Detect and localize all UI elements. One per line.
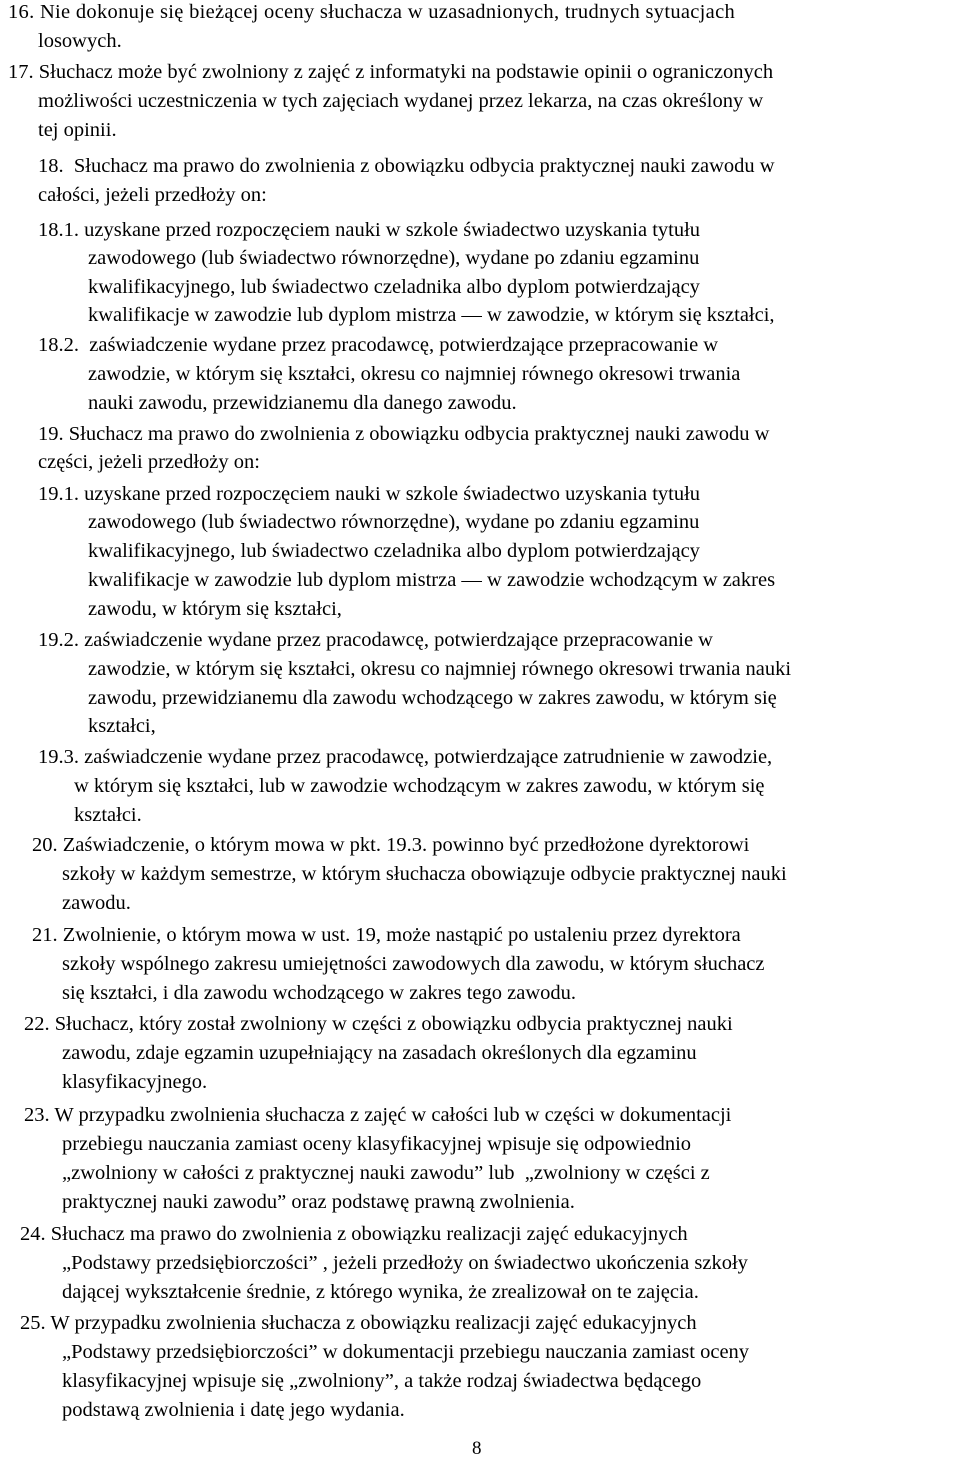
text-line: nauki zawodu, przewidzianemu dla danego zawodu. bbox=[88, 392, 517, 414]
text-line: 19.3. zaświadczenie wydane przez pracodawcę, potwierdzające zatrudnienie w zawodzie, bbox=[38, 746, 773, 768]
text-line: kwalifikacje w zawodzie lub dyplom mistrza — w zawodzie, w którym się kształci, bbox=[88, 304, 775, 326]
text-line: 19.1. uzyskane przed rozpoczęciem nauki w szkole świadectwo uzyskania tytułu bbox=[38, 483, 701, 505]
text-line: klasyfikacyjnej wpisuje się „zwolniony”, a także rodzaj świadectwa będącego bbox=[62, 1370, 702, 1392]
text-line: zawodowego (lub świadectwo równorzędne), wydane po zdaniu egzaminu bbox=[88, 511, 700, 533]
text-line: zawodu, przewidzianemu dla zawodu wchodzącego w zakres zawodu, w którym się bbox=[88, 687, 777, 709]
text-line: 17. Słuchacz może być zwolniony z zajęć z informatyki na podstawie opinii o ograniczonych bbox=[8, 61, 774, 83]
text-line: kwalifikacyjnego, lub świadectwo czeladnika albo dyplom potwierdzający bbox=[88, 540, 700, 562]
text-line: 25. W przypadku zwolnienia słuchacza z obowiązku realizacji zajęć edukacyjnych bbox=[20, 1312, 697, 1334]
text-line: 24. Słuchacz ma prawo do zwolnienia z obowiązku realizacji zajęć edukacyjnych bbox=[20, 1223, 688, 1245]
text-line: części, jeżeli przedłoży on: bbox=[38, 451, 260, 473]
text-line: 16. Nie dokonuje się bieżącej oceny słuchacza w uzasadnionych, trudnych sytuacjach bbox=[8, 1, 736, 23]
text-line: 21. Zwolnienie, o którym mowa w ust. 19, może nastąpić po ustaleniu przez dyrektora bbox=[32, 924, 741, 946]
text-line: zawodu, zdaje egzamin uzupełniający na zasadach określonych dla egzaminu bbox=[62, 1042, 697, 1064]
text-line: 23. W przypadku zwolnienia słuchacza z zajęć w całości lub w części w dokumentacji bbox=[24, 1104, 732, 1126]
text-line: 18.2. zaświadczenie wydane przez pracodawcę, potwierdzające przepracowanie w bbox=[38, 334, 719, 356]
text-line: „Podstawy przedsiębiorczości” w dokumentacji przebiegu nauczania zamiast oceny bbox=[62, 1341, 750, 1363]
text-line: dającej wykształcenie średnie, z którego wynika, że zrealizował on te zajęcia. bbox=[62, 1281, 699, 1303]
text-line: się kształci, i dla zawodu wchodzącego w zakres tego zawodu. bbox=[62, 982, 577, 1004]
text-line: przebiegu nauczania zamiast oceny klasyfikacyjnej wpisuje się odpowiednio bbox=[62, 1133, 692, 1155]
text-line: „zwolniony w całości z praktycznej nauki zawodu” lub „zwolniony w części z bbox=[62, 1162, 710, 1184]
text-line: zawodowego (lub świadectwo równorzędne), wydane po zdaniu egzaminu bbox=[88, 247, 700, 269]
text-line: kształci. bbox=[74, 804, 142, 826]
text-line: możliwości uczestniczenia w tych zajęciach wydanej przez lekarza, na czas określony w bbox=[38, 90, 764, 112]
text-line: szkoły wspólnego zakresu umiejętności zawodowych dla zawodu, w którym słuchacz bbox=[62, 953, 765, 975]
text-line: 18.1. uzyskane przed rozpoczęciem nauki w szkole świadectwo uzyskania tytułu bbox=[38, 219, 701, 241]
text-line: w którym się kształci, lub w zawodzie wchodzącym w zakres zawodu, w którym się bbox=[74, 775, 765, 797]
text-line: 19.2. zaświadczenie wydane przez pracodawcę, potwierdzające przepracowanie w bbox=[38, 629, 713, 651]
text-line: 20. Zaświadczenie, o którym mowa w pkt. 19.3. powinno być przedłożone dyrektorowi bbox=[32, 834, 750, 856]
text-line: 22. Słuchacz, który został zwolniony w części z obowiązku odbycia praktycznej nauki bbox=[24, 1013, 733, 1035]
text-line: zawodzie, w którym się kształci, okresu co najmniej równego okresowi trwania nauki bbox=[88, 658, 792, 680]
text-line: kształci, bbox=[88, 715, 156, 737]
page-number: 8 bbox=[472, 1438, 482, 1459]
text-line: 19. Słuchacz ma prawo do zwolnienia z obowiązku odbycia praktycznej nauki zawodu w bbox=[38, 423, 770, 445]
text-line: zawodzie, w którym się kształci, okresu co najmniej równego okresowi trwania bbox=[88, 363, 741, 385]
text-line: tej opinii. bbox=[38, 119, 117, 141]
text-line: zawodu, w którym się kształci, bbox=[88, 598, 342, 620]
text-line: całości, jeżeli przedłoży on: bbox=[38, 184, 267, 206]
text-line: losowych. bbox=[38, 30, 122, 52]
text-line: podstawą zwolnienia i datę jego wydania. bbox=[62, 1399, 405, 1421]
text-line: kwalifikacyjnego, lub świadectwo czeladnika albo dyplom potwierdzający bbox=[88, 276, 700, 298]
text-line: zawodu. bbox=[62, 892, 131, 914]
text-line: klasyfikacyjnego. bbox=[62, 1071, 208, 1093]
text-line: szkoły w każdym semestrze, w którym słuchacza obowiązuje odbycie praktycznej nauki bbox=[62, 863, 787, 885]
text-line: kwalifikacje w zawodzie lub dyplom mistrza — w zawodzie wchodzącym w zakres bbox=[88, 569, 776, 591]
text-line: praktycznej nauki zawodu” oraz podstawę prawną zwolnienia. bbox=[62, 1191, 575, 1213]
text-line: „Podstawy przedsiębiorczości” , jeżeli przedłoży on świadectwo ukończenia szkoły bbox=[62, 1252, 748, 1274]
text-line: 18. Słuchacz ma prawo do zwolnienia z obowiązku odbycia praktycznej nauki zawodu w bbox=[38, 155, 775, 177]
